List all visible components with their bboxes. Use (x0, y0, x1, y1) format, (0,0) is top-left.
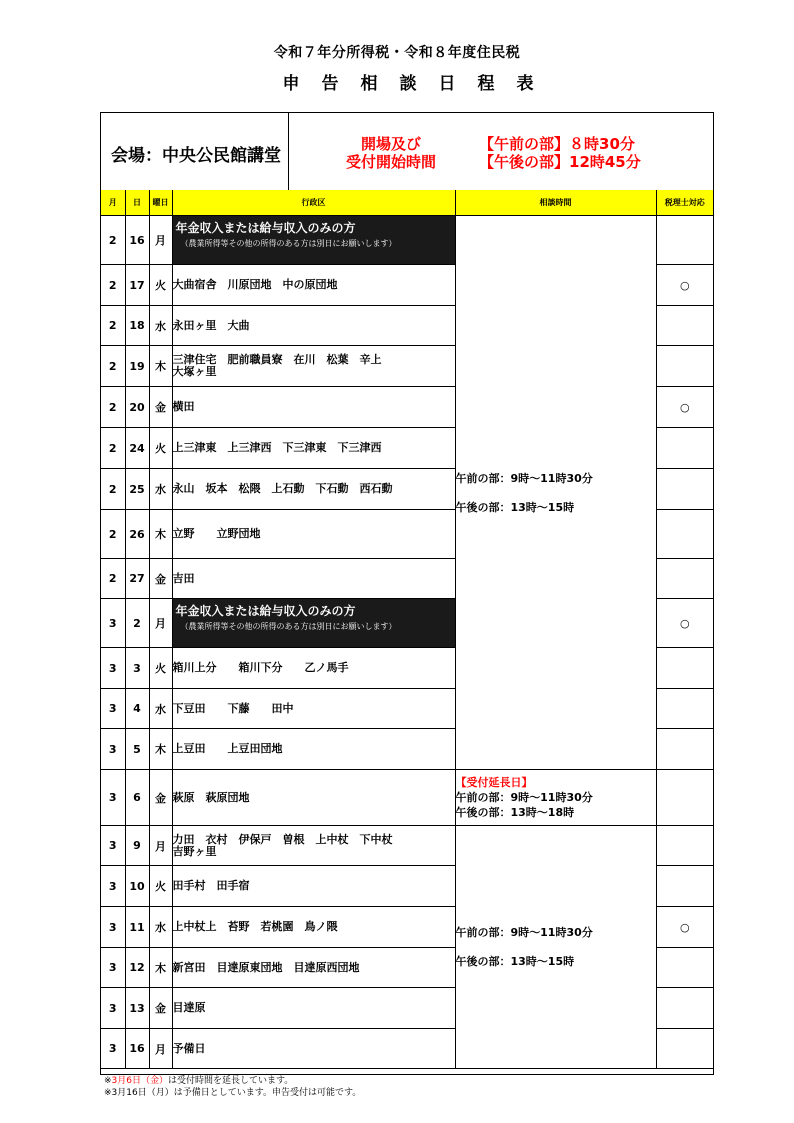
district-cell: 萩原 萩原団地 (172, 770, 455, 826)
tax-mark-cell (656, 866, 713, 907)
district-cell: 上豆田 上豆田団地 (172, 729, 455, 770)
month-cell: 3 (101, 648, 125, 689)
venue-header (101, 113, 713, 191)
month-cell: 2 (101, 216, 125, 265)
district-line1: 三津住宅 肥前職員寮 在川 松葉 辛上 (172, 353, 382, 366)
pension-notice-sub: （農業所得等その他の所得のある方は別日にお願いします） (180, 239, 397, 248)
weekday-cell: 金 (149, 559, 172, 599)
district-cell: 田手村 田手宿 (172, 866, 455, 907)
district-cell: 上中杖上 苔野 若桃園 鳥ノ隈 (172, 907, 455, 948)
tax-mark-cell: ○ (656, 265, 713, 306)
opening-afternoon: 【午後の部】12時45分 (479, 153, 641, 171)
footnote-1-date: 3月6日（金） (111, 1076, 168, 1086)
district-line1: 力田 衣村 伊保戸 曽根 上中杖 下中杖 (172, 832, 393, 846)
month-cell: 2 (101, 469, 125, 510)
table-row (101, 770, 713, 826)
extended-time-cell (455, 770, 656, 826)
schedule-table (101, 190, 713, 1069)
weekday-cell: 火 (149, 648, 172, 689)
tax-mark-cell (656, 510, 713, 559)
month-cell: 2 (101, 387, 125, 428)
district-cell: 目達原 (172, 988, 455, 1029)
tax-mark-cell (656, 648, 713, 689)
extended-morning: 午前の部：9時～11時30分 (455, 791, 593, 804)
weekday-cell: 火 (149, 866, 172, 907)
district-cell: 横田 (172, 387, 455, 428)
tax-mark-cell (656, 346, 713, 387)
tax-mark-cell (656, 216, 713, 265)
day-cell: 10 (125, 866, 149, 907)
pension-notice (173, 599, 455, 647)
col-district: 行政区 (172, 190, 455, 216)
document-subtitle: 申告相談日程表 (282, 74, 556, 94)
tax-mark-cell (656, 306, 713, 346)
month-cell: 3 (101, 948, 125, 988)
time-morning: 午前の部：9時～11時30分 (455, 471, 593, 485)
month-cell: 3 (101, 907, 125, 948)
pension-notice-sub: （農業所得等その他の所得のある方は別日にお願いします） (180, 622, 397, 631)
opening-label (346, 135, 436, 171)
district-cell: 永山 坂本 松隈 上石動 下石動 西石動 (172, 469, 455, 510)
tax-mark-cell (656, 559, 713, 599)
footnotes (104, 1075, 361, 1099)
time-afternoon: 午後の部：13時～15時 (455, 500, 575, 514)
district-cell: 新宮田 目達原東団地 目達原西団地 (172, 948, 455, 988)
col-weekday: 曜日 (149, 190, 172, 216)
day-cell: 6 (125, 770, 149, 826)
weekday-cell: 木 (149, 948, 172, 988)
weekday-cell: 月 (149, 826, 172, 866)
day-cell: 16 (125, 1029, 149, 1069)
weekday-cell: 金 (149, 387, 172, 428)
month-cell: 3 (101, 599, 125, 648)
month-cell: 2 (101, 510, 125, 559)
opening-times (479, 135, 641, 171)
district-cell (172, 599, 455, 648)
district-cell: 立野 立野団地 (172, 510, 455, 559)
footnote-1 (104, 1075, 361, 1087)
weekday-cell: 水 (149, 689, 172, 729)
weekday-cell: 木 (149, 346, 172, 387)
weekday-cell: 木 (149, 510, 172, 559)
weekday-cell: 金 (149, 988, 172, 1029)
weekday-cell: 木 (149, 729, 172, 770)
table-row (101, 826, 713, 866)
month-cell: 2 (101, 559, 125, 599)
opening-label-line1: 開場及び (361, 135, 422, 153)
district-line2: 大塚ヶ里 (172, 365, 217, 378)
day-cell: 17 (125, 265, 149, 306)
tax-mark-cell (656, 689, 713, 729)
pension-notice-main: 年金収入または給与収入のみの方 (175, 221, 356, 235)
district-cell (172, 826, 455, 866)
extended-afternoon: 午後の部：13時～18時 (455, 806, 575, 819)
time-cell (455, 826, 656, 1069)
time-afternoon: 午後の部：13時～15時 (455, 955, 575, 968)
pension-notice-main: 年金収入または給与収入のみの方 (175, 604, 356, 618)
month-cell: 3 (101, 1029, 125, 1069)
tax-mark-cell: ○ (656, 599, 713, 648)
day-cell: 18 (125, 306, 149, 346)
tax-mark-cell (656, 826, 713, 866)
tax-mark-cell (656, 729, 713, 770)
tax-mark-cell (656, 1029, 713, 1069)
col-month: 月 (101, 190, 125, 216)
district-cell: 大曲宿舎 川原団地 中の原団地 (172, 265, 455, 306)
weekday-cell: 月 (149, 599, 172, 648)
tax-mark-cell (656, 770, 713, 826)
time-cell (455, 216, 656, 770)
day-cell: 19 (125, 346, 149, 387)
month-cell: 2 (101, 346, 125, 387)
venue-label: 会場：中央公民館講堂 (111, 146, 281, 166)
table-row (101, 216, 713, 265)
month-cell: 3 (101, 866, 125, 907)
tax-mark-cell: ○ (656, 907, 713, 948)
day-cell: 26 (125, 510, 149, 559)
month-cell: 2 (101, 428, 125, 469)
month-cell: 2 (101, 265, 125, 306)
header-divider (288, 113, 289, 190)
district-cell: 箱川上分 箱川下分 乙ノ馬手 (172, 648, 455, 689)
district-line2: 吉野ヶ里 (172, 844, 217, 858)
tax-mark-cell (656, 948, 713, 988)
district-cell: 吉田 (172, 559, 455, 599)
month-cell: 3 (101, 729, 125, 770)
tax-mark-cell (656, 988, 713, 1029)
month-cell: 3 (101, 826, 125, 866)
month-cell: 3 (101, 988, 125, 1029)
table-header-row (101, 190, 713, 216)
footnote-2: ※3月16日（月）は予備日としています。申告受付は可能です。 (104, 1088, 362, 1098)
weekday-cell: 月 (149, 1029, 172, 1069)
footnote-1-prefix: ※ (104, 1076, 112, 1086)
opening-morning: 【午前の部】８時30分 (479, 135, 635, 153)
day-cell: 27 (125, 559, 149, 599)
col-day: 日 (125, 190, 149, 216)
day-cell: 3 (125, 648, 149, 689)
schedule-frame (100, 112, 714, 1075)
month-cell: 3 (101, 770, 125, 826)
tax-mark-cell (656, 469, 713, 510)
day-cell: 13 (125, 988, 149, 1029)
district-cell (172, 346, 455, 387)
day-cell: 5 (125, 729, 149, 770)
district-cell: 予備日 (172, 1029, 455, 1069)
document-title: 令和７年分所得税・令和８年度住民税 (273, 45, 521, 61)
day-cell: 20 (125, 387, 149, 428)
tax-mark-cell: ○ (656, 387, 713, 428)
weekday-cell: 水 (149, 469, 172, 510)
month-cell: 2 (101, 306, 125, 346)
time-morning: 午前の部：9時～11時30分 (455, 926, 593, 939)
pension-notice (173, 216, 455, 264)
day-cell: 24 (125, 428, 149, 469)
weekday-cell: 月 (149, 216, 172, 265)
district-cell: 上三津東 上三津西 下三津東 下三津西 (172, 428, 455, 469)
weekday-cell: 水 (149, 907, 172, 948)
opening-label-line2: 受付開始時間 (346, 153, 437, 171)
weekday-cell: 水 (149, 306, 172, 346)
weekday-cell: 火 (149, 265, 172, 306)
extended-day-label: 【受付延長日】 (455, 776, 533, 789)
day-cell: 4 (125, 689, 149, 729)
day-cell: 9 (125, 826, 149, 866)
weekday-cell: 金 (149, 770, 172, 826)
day-cell: 25 (125, 469, 149, 510)
weekday-cell: 火 (149, 428, 172, 469)
district-cell: 下豆田 下藤 田中 (172, 689, 455, 729)
district-cell (172, 216, 455, 265)
day-cell: 2 (125, 599, 149, 648)
day-cell: 16 (125, 216, 149, 265)
col-tax-accountant: 税理士対応 (656, 190, 713, 216)
col-time: 相談時間 (455, 190, 656, 216)
district-cell: 永田ヶ里 大曲 (172, 306, 455, 346)
footnote-1-text: は受付時間を延長しています。 (168, 1076, 294, 1086)
day-cell: 11 (125, 907, 149, 948)
tax-mark-cell (656, 428, 713, 469)
month-cell: 3 (101, 689, 125, 729)
day-cell: 12 (125, 948, 149, 988)
